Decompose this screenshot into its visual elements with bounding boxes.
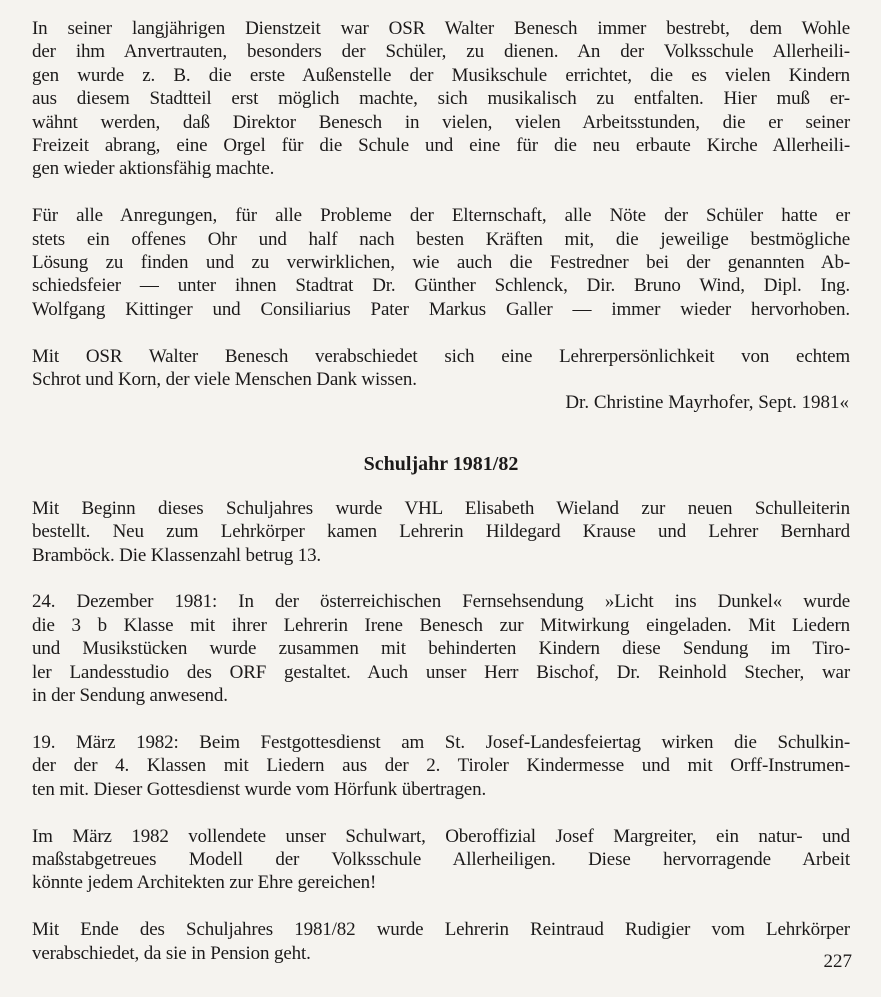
text-line: Mit OSR Walter Benesch verabschiedet sich eine Lehrerpersönlichkeit von echtem [32,345,850,367]
text-line: Wolfgang Kittinger und Consiliarius Pater Markus Galler — immer wieder hervorhoben. [32,298,850,320]
text-column [32,17,850,965]
paragraph-benesch-farewell [32,345,850,392]
text-line: stets ein offenes Ohr und half nach besten Kräften mit, die jeweilige bestmögliche [32,228,850,250]
text-line: maßstabgetreues Modell der Volksschule Allerheiligen. Diese hervorragende Arbeit [32,848,850,870]
paragraph-rudigier-retirement [32,918,850,965]
text-line: Für alle Anregungen, für alle Probleme der Elternschaft, alle Nöte der Schüler hatte er [32,205,850,227]
paragraph-school-model [32,825,850,895]
text-line: der ihm Anvertrauten, besonders der Schüler, zu dienen. An der Volksschule Allerheili- [32,41,850,63]
text-line: In seiner langjährigen Dienstzeit war OSR Walter Benesch immer bestrebt, dem Wohle [32,18,850,39]
text-line: gen wurde z. B. die erste Außenstelle der Musikschule errichtet, die es vielen Kindern [32,64,850,86]
text-line: Mit Ende des Schuljahres 1981/82 wurde Lehrerin Reintraud Rudigier vom Lehrkörper [32,919,850,941]
text-line: Schrot und Korn, der viele Menschen Dank wissen. [32,369,417,391]
text-line: verabschiedet, da sie in Pension geht. [32,942,311,964]
text-line: ler Landesstudio des ORF gestaltet. Auch unser Herr Bischof, Dr. Reinhold Stecher, war [32,661,850,683]
paragraph-benesch-parents [32,204,850,321]
text-line: und Musikstücken wurde zusammen mit behinderten Kindern diese Sendung im Tiro- [32,638,850,660]
text-line: Bramböck. Die Klassenzahl betrug 13. [32,544,322,566]
text-line: wähnt werden, daß Direktor Benesch in vielen, vielen Arbeitsstunden, die er seiner [32,111,850,133]
paragraph-licht-ins-dunkel [32,590,850,707]
paragraph-festgottesdienst [32,731,850,801]
text-line: in der Sendung anwesend. [32,685,228,707]
text-line: gen wieder aktionsfähig machte. [32,158,275,180]
text-line: Mit Beginn dieses Schuljahres wurde VHL Elisabeth Wieland zur neuen Schulleiterin [32,497,850,519]
paragraph-benesch-service [32,17,850,181]
text-line: der der 4. Klassen mit Liedern aus der 2. Tiroler Kindermesse und mit Orff-Instrumen- [32,755,850,777]
page-number: 227 [823,951,852,972]
text-line: könnte jedem Architekten zur Ehre gereichen! [32,872,377,894]
text-line: aus diesem Stadtteil erst möglich machte, sich musikalisch zu entfalten. Hier muß er- [32,88,850,110]
text-line: die 3 b Klasse mit ihrer Lehrerin Irene Benesch zur Mitwirkung eingeladen. Mit Liedern [32,614,850,636]
text-line: schiedsfeier — unter ihnen Stadtrat Dr. Günther Schlenck, Dir. Bruno Wind, Dipl. Ing. [32,275,850,297]
text-line: Im März 1982 vollendete unser Schulwart, Oberoffizial Josef Margreiter, ein natur- und [32,825,850,847]
text-line: ten mit. Dieser Gottesdienst wurde vom Hörfunk übertragen. [32,778,487,800]
text-line: Freizeit abrang, eine Orgel für die Schule und eine für die neu erbaute Kirche Allerheili- [32,135,850,157]
signature: Dr. Christine Mayrhofer, Sept. 1981« [565,392,849,414]
text-line: Lösung zu finden und zu verwirklichen, wie auch die Festredner bei der genannten Ab- [32,252,850,274]
text-line: 24. Dezember 1981: In der österreichischen Fernsehsendung »Licht ins Dunkel« wurde [32,591,850,613]
text-line: 19. März 1982: Beim Festgottesdienst am St. Josef-Landesfeiertag wirken die Schulkin- [32,731,850,753]
text-line: bestellt. Neu zum Lehrkörper kamen Lehrerin Hildegard Krause und Lehrer Bernhard [32,521,850,543]
paragraph-school-year-start [32,497,850,567]
section-heading: Schuljahr 1981/82 [363,452,519,475]
